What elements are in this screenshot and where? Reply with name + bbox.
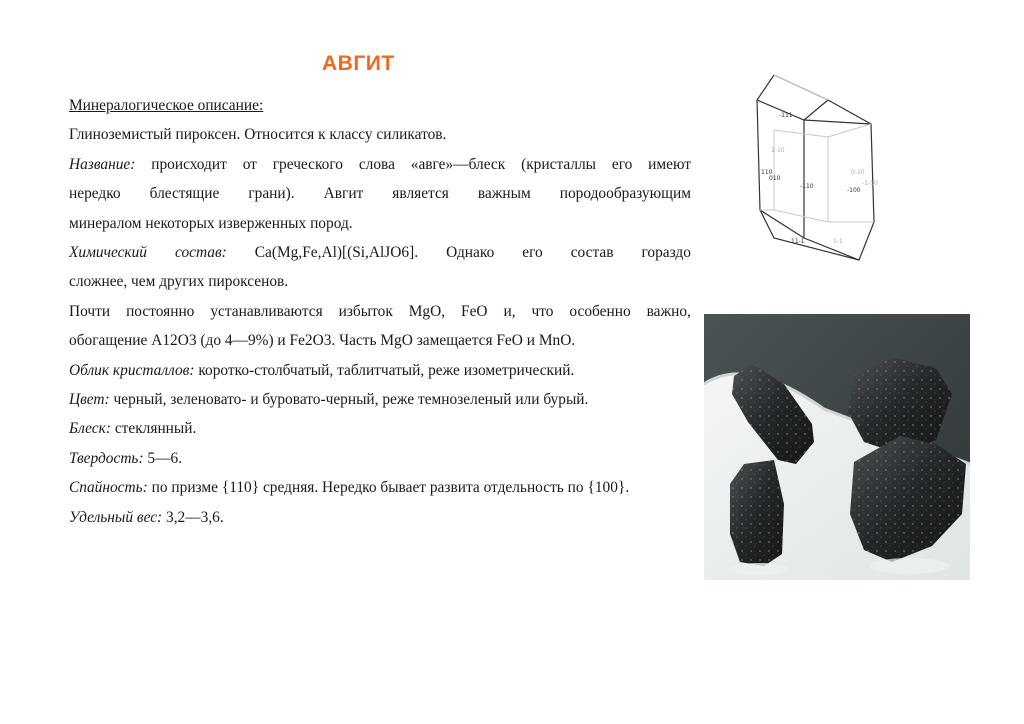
- description-text: [69, 91, 691, 532]
- face-label: 11-1: [791, 238, 805, 245]
- face-label: 010: [769, 175, 781, 182]
- cleavage-line: Спайность: по призме {110} средняя. Нередко бывает развита отдельность по {100}.: [69, 479, 630, 497]
- name-line-1: Название: происходит от греческого слова «авге»—блеск (кристаллы его имеют: [69, 150, 691, 179]
- face-label: 110: [761, 169, 773, 176]
- name-line-3: минералом некоторых изверженных пород.: [69, 214, 353, 232]
- name-label: Название:: [69, 155, 136, 173]
- color-line: Цвет: черный, зеленовато- и буровато-черный, реже темнозеленый или бурый.: [69, 391, 589, 409]
- face-label: -110: [800, 183, 814, 190]
- face-label: 1-1: [833, 238, 843, 245]
- crystal-photo: [704, 314, 970, 580]
- crystal-3: [730, 460, 784, 566]
- density-line: Удельный вес: 3,2—3,6.: [69, 508, 224, 526]
- chem-line-1: Химический состав: Ca(Mg,Fe,Al)[(Si,AlJO6]. Однако его состав гораздо: [69, 238, 691, 267]
- hardness-line: Твердость: 5—6.: [69, 449, 183, 467]
- name-line-2: нередко блестящие грани). Авгит является важным породообразующим: [69, 185, 691, 203]
- constant-line-1: Почти постоянно устанавливаются избыток MgO, FeO и, что особенно важно,: [69, 302, 691, 320]
- face-label: 0-10: [851, 169, 865, 176]
- chem-line-2: сложнее, чем других пироксенов.: [69, 273, 289, 291]
- chem-formula: Ca(Mg,Fe,Al)[(Si,AlJO6].: [254, 244, 419, 262]
- crystal-diagram: [674, 62, 970, 290]
- face-label: 1-10: [771, 147, 785, 154]
- habit-line: Облик кристаллов: коротко-столбчатый, таблитчатый, реже изометрический.: [69, 361, 575, 379]
- crystal-edges-solid: [757, 75, 874, 260]
- page-title: АВГИТ: [322, 52, 395, 75]
- group-line: Глиноземистый пироксен. Относится к классу силикатов.: [69, 126, 447, 144]
- luster-line: Блеск: стеклянный.: [69, 420, 197, 438]
- chem-label: Химический: [69, 244, 148, 262]
- constant-line-2: обогащение A12O3 (до 4—9%) и Fe2O3. Часть MgO замещается FeO и MnO.: [69, 332, 576, 350]
- face-label: -100: [847, 187, 861, 194]
- section-heading: Минералогическое описание:: [69, 97, 264, 114]
- crystal-photo-drawing: [704, 314, 970, 580]
- face-label: -111: [779, 112, 793, 119]
- face-label: -1-10: [862, 180, 878, 187]
